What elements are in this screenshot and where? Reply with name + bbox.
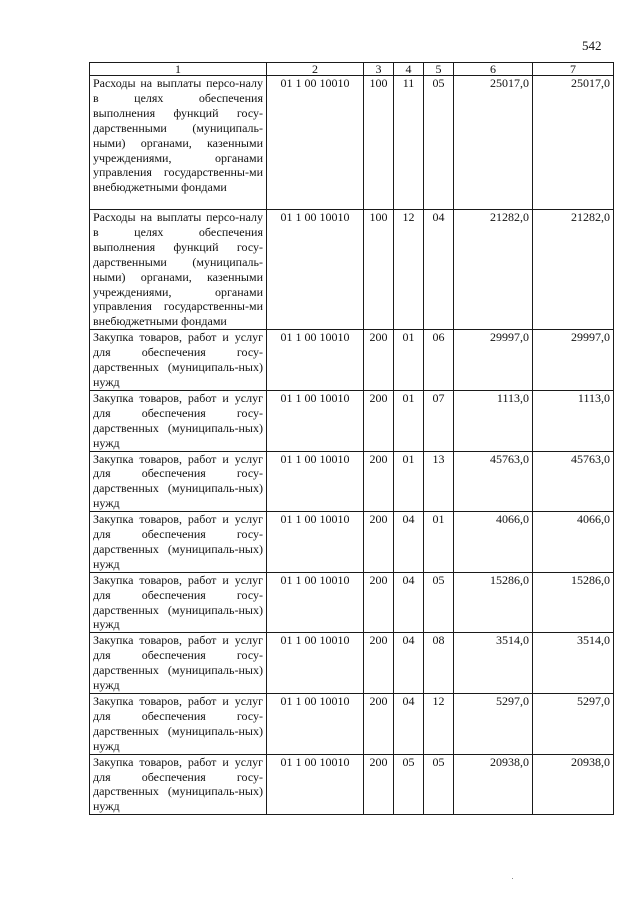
column-header: 5 [424, 63, 454, 76]
column-header: 3 [364, 63, 394, 76]
table-row [90, 451, 614, 512]
column-header: 2 [267, 63, 364, 76]
column-header: 4 [394, 63, 424, 76]
row-code-4: 04 [394, 512, 424, 573]
table-row [90, 76, 614, 210]
row-description: Расходы на выплаты персо-налу в целях обеспечения выполнения функций госу-дарственными (муниципаль-ными) органами, казенными учреждениями, органами управления государственны-ми внебюджетными фондами [90, 76, 267, 210]
row-amount-col7: 21282,0 [533, 210, 614, 330]
row-code: 01 1 00 10010 [267, 451, 364, 512]
table-row [90, 633, 614, 694]
row-code-4: 04 [394, 633, 424, 694]
row-code-3: 200 [364, 572, 394, 633]
row-amount-col7: 3514,0 [533, 633, 614, 694]
row-code: 01 1 00 10010 [267, 512, 364, 573]
row-code-3: 200 [364, 330, 394, 391]
row-code-5: 04 [424, 210, 454, 330]
table-row [90, 512, 614, 573]
column-header: 7 [533, 63, 614, 76]
row-description: Закупка товаров, работ и услуг для обеспечения госу-дарственных (муниципаль-ных) нужд [90, 694, 267, 755]
row-description: Расходы на выплаты персо-налу в целях обеспечения выполнения функций госу-дарственными (муниципаль-ными) органами, казенными учреждениями, органами управления государственны-ми внебюджетными фондами [90, 210, 267, 330]
row-code-3: 200 [364, 390, 394, 451]
row-amount-col7: 29997,0 [533, 330, 614, 391]
row-amount-col6: 4066,0 [454, 512, 533, 573]
scan-speck [512, 878, 513, 879]
row-code-3: 100 [364, 210, 394, 330]
table-row [90, 330, 614, 391]
row-description: Закупка товаров, работ и услуг для обеспечения госу-дарственных (муниципаль-ных) нужд [90, 451, 267, 512]
row-amount-col6: 25017,0 [454, 76, 533, 210]
row-description: Закупка товаров, работ и услуг для обеспечения госу-дарственных (муниципаль-ных) нужд [90, 330, 267, 391]
row-code-4: 11 [394, 76, 424, 210]
row-code-3: 100 [364, 76, 394, 210]
row-code-5: 08 [424, 633, 454, 694]
row-code-4: 12 [394, 210, 424, 330]
row-code-3: 200 [364, 754, 394, 815]
row-amount-col6: 21282,0 [454, 210, 533, 330]
row-code-3: 200 [364, 633, 394, 694]
row-code: 01 1 00 10010 [267, 572, 364, 633]
row-amount-col6: 45763,0 [454, 451, 533, 512]
row-code: 01 1 00 10010 [267, 754, 364, 815]
row-code-5: 06 [424, 330, 454, 391]
row-code: 01 1 00 10010 [267, 76, 364, 210]
row-amount-col7: 5297,0 [533, 694, 614, 755]
row-code: 01 1 00 10010 [267, 330, 364, 391]
row-amount-col6: 20938,0 [454, 754, 533, 815]
row-code-5: 07 [424, 390, 454, 451]
row-amount-col7: 1113,0 [533, 390, 614, 451]
table-row [90, 210, 614, 330]
row-code-5: 12 [424, 694, 454, 755]
table-row [90, 572, 614, 633]
row-code-4: 01 [394, 451, 424, 512]
row-code: 01 1 00 10010 [267, 633, 364, 694]
row-code-5: 13 [424, 451, 454, 512]
row-description: Закупка товаров, работ и услуг для обеспечения госу-дарственных (муниципаль-ных) нужд [90, 390, 267, 451]
row-code-4: 04 [394, 694, 424, 755]
row-amount-col6: 5297,0 [454, 694, 533, 755]
row-code: 01 1 00 10010 [267, 210, 364, 330]
row-amount-col7: 4066,0 [533, 512, 614, 573]
row-code-3: 200 [364, 694, 394, 755]
row-amount-col7: 25017,0 [533, 76, 614, 210]
row-description: Закупка товаров, работ и услуг для обеспечения госу-дарственных (муниципаль-ных) нужд [90, 754, 267, 815]
row-code-4: 01 [394, 330, 424, 391]
row-amount-col6: 1113,0 [454, 390, 533, 451]
row-amount-col6: 29997,0 [454, 330, 533, 391]
row-code-4: 04 [394, 572, 424, 633]
table-row [90, 694, 614, 755]
row-amount-col7: 20938,0 [533, 754, 614, 815]
row-code-3: 200 [364, 512, 394, 573]
column-header: 1 [90, 63, 267, 76]
column-header: 6 [454, 63, 533, 76]
row-code-3: 200 [364, 451, 394, 512]
row-code: 01 1 00 10010 [267, 694, 364, 755]
row-amount-col7: 15286,0 [533, 572, 614, 633]
row-code-5: 05 [424, 76, 454, 210]
row-code-4: 01 [394, 390, 424, 451]
row-description: Закупка товаров, работ и услуг для обеспечения госу-дарственных (муниципаль-ных) нужд [90, 572, 267, 633]
row-code-5: 01 [424, 512, 454, 573]
row-amount-col7: 45763,0 [533, 451, 614, 512]
table-header-row [90, 63, 614, 76]
row-amount-col6: 15286,0 [454, 572, 533, 633]
row-amount-col6: 3514,0 [454, 633, 533, 694]
row-code-5: 05 [424, 572, 454, 633]
row-code-4: 05 [394, 754, 424, 815]
row-code: 01 1 00 10010 [267, 390, 364, 451]
row-code-5: 05 [424, 754, 454, 815]
budget-table [89, 62, 614, 815]
table-row [90, 754, 614, 815]
row-description: Закупка товаров, работ и услуг для обеспечения госу-дарственных (муниципаль-ных) нужд [90, 512, 267, 573]
table-row [90, 390, 614, 451]
page-number: 542 [582, 38, 602, 53]
row-description: Закупка товаров, работ и услуг для обеспечения госу-дарственных (муниципаль-ных) нужд [90, 633, 267, 694]
